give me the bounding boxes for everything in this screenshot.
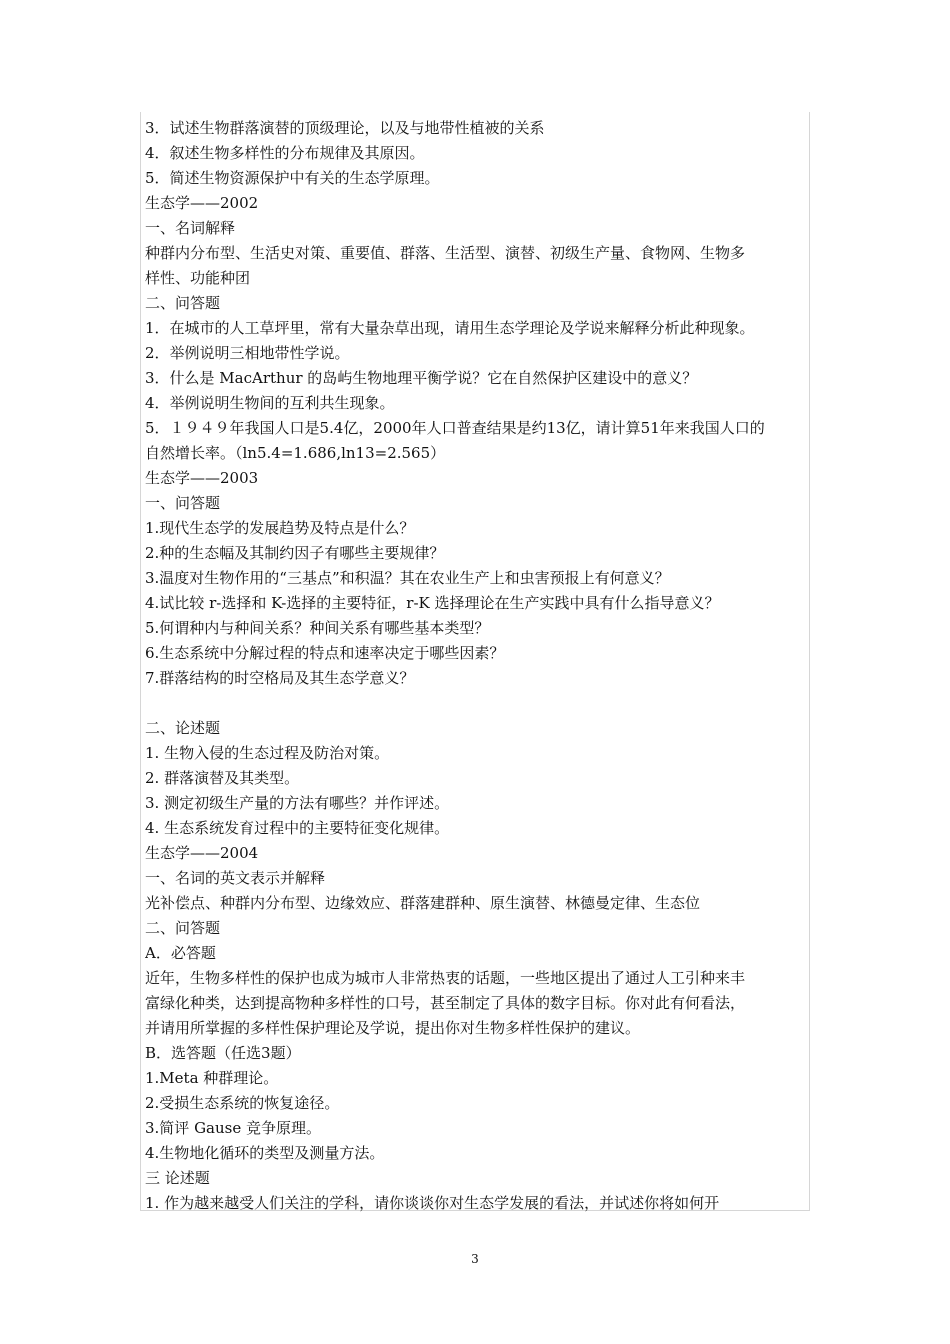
text-line: 4.生物地化循环的类型及测量方法。 (145, 1144, 385, 1162)
text-line: 一、名词解释 (145, 219, 236, 237)
text-line: 4．举例说明生物间的互利共生现象。 (145, 394, 395, 412)
text-line: 光补偿点、种群内分布型、边缘效应、群落建群种、原生演替、林德曼定律、生态位 (145, 894, 701, 912)
text-line: 3.简评 Gause 竞争原理。 (145, 1119, 322, 1137)
text-line: 6.生态系统中分解过程的特点和速率决定于哪些因素？ (145, 644, 505, 662)
text-line: 样性、功能种团 (145, 269, 251, 287)
text-line: 2. 群落演替及其类型。 (145, 769, 300, 787)
text-line: 5．简述生物资源保护中有关的生态学原理。 (145, 169, 440, 187)
text-line: 4．叙述生物多样性的分布规律及其原因。 (145, 144, 425, 162)
text-line: 一、问答题 (145, 494, 221, 512)
text-line: 1.Meta 种群理论。 (145, 1069, 279, 1087)
text-line: 二、论述题 (145, 719, 221, 737)
text-line: 2.种的生态幅及其制约因子有哪些主要规律？ (145, 544, 445, 562)
text-line: 3. 测定初级生产量的方法有哪些？并作评述。 (145, 794, 450, 812)
text-line: 近年，生物多样性的保护也成为城市人非常热衷的话题，一些地区提出了通过人工引种来丰 (145, 969, 746, 987)
text-line: 7.群落结构的时空格局及其生态学意义？ (145, 669, 415, 687)
text-line: 2.受损生态系统的恢复途径。 (145, 1094, 340, 1112)
text-line: 5.何谓种内与种间关系？种间关系有哪些基本类型？ (145, 619, 490, 637)
text-line: 5．１９４９年我国人口是5.4亿，2000年人口普查结果是约13亿，请计算51年来我国人口的 (145, 419, 765, 437)
text-line: 1.现代生态学的发展趋势及特点是什么？ (145, 519, 415, 537)
text-line: 3．什么是 MacArthur 的岛屿生物地理平衡学说？它在自然保护区建设中的意义？ (145, 369, 698, 387)
text-line: 自然增长率。（ln5.4=1.686,ln13=2.565） (145, 444, 446, 462)
text-line: 并请用所掌握的多样性保护理论及学说，提出你对生物多样性保护的建议。 (145, 1019, 641, 1037)
text-line: 一、名词的英文表示并解释 (145, 869, 326, 887)
text-line: 生态学——2004 (145, 844, 259, 862)
text-line: 三 论述题 (145, 1169, 210, 1187)
document-body (145, 116, 811, 1216)
text-line: A．必答题 (145, 944, 216, 962)
page-number: 3 (471, 1252, 479, 1266)
text-line: 1. 作为越来越受人们关注的学科，请你谈谈你对生态学发展的看法，并试述你将如何开 (145, 1194, 720, 1212)
text-line: B．选答题（任选3题） (145, 1044, 301, 1062)
text-line: 1. 生物入侵的生态过程及防治对策。 (145, 744, 390, 762)
blank-line (145, 691, 811, 716)
text-line: 种群内分布型、生活史对策、重要值、群落、生活型、演替、初级生产量、食物网、生物多 (145, 244, 746, 262)
text-line: 富绿化种类，达到提高物种多样性的口号，甚至制定了具体的数字目标。你对此有何看法， (145, 994, 746, 1012)
text-line: 生态学——2002 (145, 194, 259, 212)
text-line: 2．举例说明三相地带性学说。 (145, 344, 350, 362)
text-line: 4.试比较 r-选择和 K-选择的主要特征，r-K 选择理论在生产实践中具有什么指导意义？ (145, 594, 720, 612)
text-line: 3.温度对生物作用的“三基点”和积温？其在农业生产上和虫害预报上有何意义？ (145, 569, 670, 587)
text-line: 生态学——2003 (145, 469, 259, 487)
text-line: 4. 生态系统发育过程中的主要特征变化规律。 (145, 819, 450, 837)
text-line: 3．试述生物群落演替的顶级理论，以及与地带性植被的关系 (145, 119, 545, 137)
text-line: 1．在城市的人工草坪里，常有大量杂草出现，请用生态学理论及学说来解释分析此种现象。 (145, 319, 755, 337)
text-line: 二、问答题 (145, 919, 221, 937)
text-line: 二、问答题 (145, 294, 221, 312)
